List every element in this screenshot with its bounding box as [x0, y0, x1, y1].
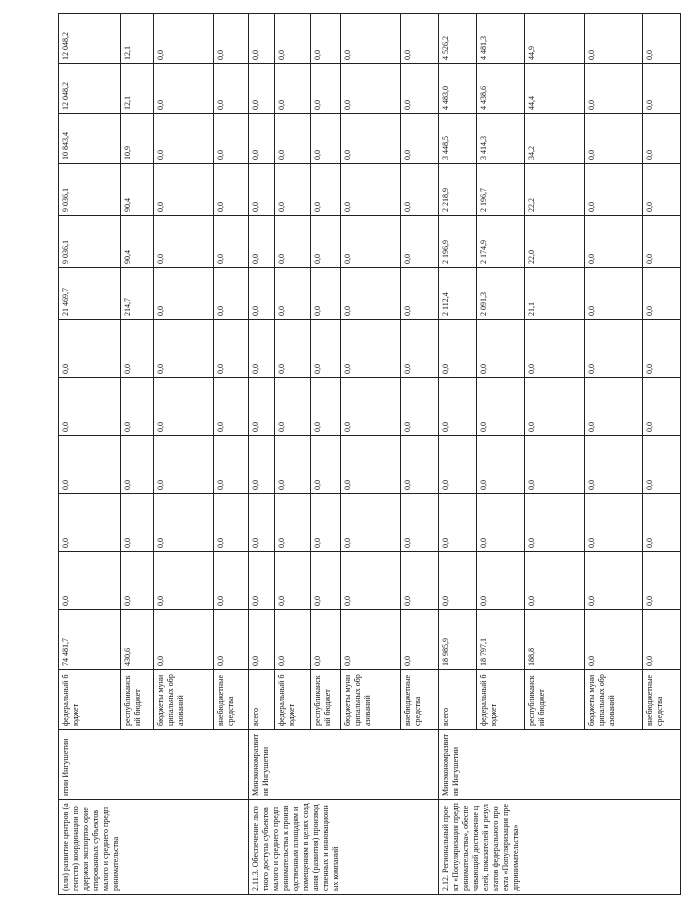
- funding-source-cell: федеральный бюджет: [275, 670, 311, 730]
- value-cell: 0,0: [214, 494, 249, 552]
- value-cell: 214,7: [121, 268, 154, 320]
- funding-source-cell: всего: [439, 670, 477, 730]
- value-cell: 0,0: [439, 436, 477, 494]
- value-cell: 0,0: [643, 610, 681, 670]
- value-cell: 21,1: [525, 268, 585, 320]
- value-cell: 0,0: [477, 378, 525, 436]
- value-cell: 34,2: [525, 114, 585, 164]
- funding-source-cell: республиканский бюджет: [311, 670, 341, 730]
- value-cell: 0,0: [643, 14, 681, 64]
- value-cell: 0,0: [275, 64, 311, 114]
- value-cell: 0,0: [214, 268, 249, 320]
- value-cell: 0,0: [275, 494, 311, 552]
- value-cell: 0,0: [439, 320, 477, 378]
- value-cell: 90,4: [121, 216, 154, 268]
- value-cell: 18 985,9: [439, 610, 477, 670]
- value-cell: 0,0: [401, 14, 439, 64]
- value-cell: 0,0: [477, 494, 525, 552]
- value-cell: 0,0: [275, 610, 311, 670]
- executor-cell: Минэкономразвития Ингушетии: [249, 730, 439, 800]
- value-cell: 0,0: [585, 14, 643, 64]
- table-row: [59, 14, 121, 895]
- value-cell: 0,0: [121, 494, 154, 552]
- value-cell: 0,0: [311, 14, 341, 64]
- value-cell: 0,0: [477, 320, 525, 378]
- value-cell: 44,9: [525, 14, 585, 64]
- budget-table: [58, 13, 681, 895]
- value-cell: 0,0: [477, 436, 525, 494]
- funding-source-cell: всего: [249, 670, 275, 730]
- value-cell: 12,1: [121, 14, 154, 64]
- value-cell: 0,0: [525, 320, 585, 378]
- value-cell: 0,0: [341, 268, 401, 320]
- value-cell: 0,0: [401, 436, 439, 494]
- value-cell: 0,0: [59, 494, 121, 552]
- value-cell: 0,0: [401, 552, 439, 610]
- value-cell: 22,2: [525, 164, 585, 216]
- value-cell: 430,6: [121, 610, 154, 670]
- value-cell: 0,0: [585, 268, 643, 320]
- value-cell: 0,0: [311, 378, 341, 436]
- funding-source-cell: федеральный бюджет: [477, 670, 525, 730]
- value-cell: 0,0: [154, 114, 214, 164]
- value-cell: 0,0: [341, 378, 401, 436]
- funding-source-cell: республиканский бюджет: [121, 670, 154, 730]
- value-cell: 0,0: [341, 320, 401, 378]
- value-cell: 0,0: [154, 610, 214, 670]
- value-cell: 21 469,7: [59, 268, 121, 320]
- value-cell: 0,0: [341, 494, 401, 552]
- value-cell: 0,0: [525, 436, 585, 494]
- funding-source-cell: бюджеты муниципальных образований: [341, 670, 401, 730]
- value-cell: 0,0: [401, 164, 439, 216]
- funding-source-cell: внебюджетные средства: [214, 670, 249, 730]
- value-cell: 0,0: [154, 216, 214, 268]
- value-cell: 0,0: [439, 494, 477, 552]
- value-cell: 0,0: [214, 610, 249, 670]
- value-cell: 0,0: [275, 436, 311, 494]
- value-cell: 0,0: [249, 320, 275, 378]
- value-cell: 0,0: [643, 268, 681, 320]
- value-cell: 0,0: [154, 320, 214, 378]
- value-cell: 2 196,7: [477, 164, 525, 216]
- value-cell: 4 483,0: [439, 64, 477, 114]
- value-cell: 0,0: [341, 114, 401, 164]
- value-cell: 0,0: [214, 378, 249, 436]
- value-cell: 0,0: [59, 436, 121, 494]
- value-cell: 0,0: [311, 268, 341, 320]
- value-cell: 90,4: [121, 164, 154, 216]
- value-cell: 0,0: [214, 320, 249, 378]
- value-cell: 0,0: [439, 378, 477, 436]
- value-cell: 0,0: [249, 552, 275, 610]
- value-cell: 0,0: [275, 552, 311, 610]
- value-cell: 0,0: [643, 114, 681, 164]
- value-cell: 0,0: [311, 610, 341, 670]
- value-cell: 0,0: [401, 114, 439, 164]
- value-cell: 0,0: [401, 378, 439, 436]
- value-cell: 9 036,1: [59, 164, 121, 216]
- funding-source-cell: внебюджетные средства: [643, 670, 681, 730]
- value-cell: 0,0: [311, 64, 341, 114]
- value-cell: 0,0: [121, 436, 154, 494]
- value-cell: 0,0: [585, 320, 643, 378]
- value-cell: 4 481,3: [477, 14, 525, 64]
- value-cell: 0,0: [214, 552, 249, 610]
- value-cell: 74 481,7: [59, 610, 121, 670]
- value-cell: 0,0: [154, 64, 214, 114]
- value-cell: 0,0: [275, 164, 311, 216]
- value-cell: 0,0: [214, 64, 249, 114]
- funding-source-cell: бюджеты муниципальных образований: [154, 670, 214, 730]
- value-cell: 12 048,2: [59, 64, 121, 114]
- value-cell: 3 414,3: [477, 114, 525, 164]
- value-cell: 0,0: [341, 164, 401, 216]
- funding-source-cell: республиканский бюджет: [525, 670, 585, 730]
- value-cell: 0,0: [59, 320, 121, 378]
- value-cell: 0,0: [249, 436, 275, 494]
- value-cell: 0,0: [275, 320, 311, 378]
- value-cell: 2 174,9: [477, 216, 525, 268]
- value-cell: 0,0: [249, 164, 275, 216]
- value-cell: 0,0: [585, 610, 643, 670]
- value-cell: 0,0: [154, 14, 214, 64]
- value-cell: 0,0: [477, 552, 525, 610]
- value-cell: 0,0: [121, 552, 154, 610]
- value-cell: 0,0: [525, 494, 585, 552]
- value-cell: 0,0: [214, 216, 249, 268]
- value-cell: 0,0: [401, 268, 439, 320]
- value-cell: 2 091,3: [477, 268, 525, 320]
- value-cell: 3 448,5: [439, 114, 477, 164]
- value-cell: 0,0: [275, 114, 311, 164]
- value-cell: 0,0: [154, 494, 214, 552]
- value-cell: 10,9: [121, 114, 154, 164]
- value-cell: 0,0: [59, 378, 121, 436]
- value-cell: 0,0: [214, 14, 249, 64]
- value-cell: 0,0: [249, 268, 275, 320]
- value-cell: 0,0: [249, 114, 275, 164]
- value-cell: 0,0: [643, 552, 681, 610]
- value-cell: 0,0: [154, 378, 214, 436]
- value-cell: 0,0: [643, 378, 681, 436]
- value-cell: 0,0: [121, 320, 154, 378]
- value-cell: 0,0: [214, 436, 249, 494]
- value-cell: 4 526,2: [439, 14, 477, 64]
- event-name-cell: (или) развитие центров (агентств) координации поддержки экспортно ориентированных субъектов малого и среднего предпринимательства: [59, 800, 249, 895]
- value-cell: 0,0: [249, 14, 275, 64]
- value-cell: 12,1: [121, 64, 154, 114]
- value-cell: 9 036,1: [59, 216, 121, 268]
- value-cell: 0,0: [275, 268, 311, 320]
- value-cell: 0,0: [311, 164, 341, 216]
- value-cell: 0,0: [311, 552, 341, 610]
- value-cell: 0,0: [341, 216, 401, 268]
- value-cell: 0,0: [585, 216, 643, 268]
- value-cell: 0,0: [643, 216, 681, 268]
- value-cell: 0,0: [525, 552, 585, 610]
- value-cell: 0,0: [214, 114, 249, 164]
- value-cell: 0,0: [341, 14, 401, 64]
- value-cell: 0,0: [401, 216, 439, 268]
- executor-cell: Минэкономразвития Ингушетии: [439, 730, 681, 800]
- value-cell: 0,0: [249, 610, 275, 670]
- value-cell: 22,0: [525, 216, 585, 268]
- value-cell: 12 048,2: [59, 14, 121, 64]
- value-cell: 0,0: [525, 378, 585, 436]
- value-cell: 0,0: [341, 552, 401, 610]
- value-cell: 0,0: [59, 552, 121, 610]
- event-name-cell: 2.11.3. Обеспечение льготного доступа субъектов малого и среднего предпринимательства к производственным площадям и помещениям в целях создания (развития) производственных и инновационных компаний: [249, 800, 439, 895]
- value-cell: 0,0: [643, 494, 681, 552]
- value-cell: 0,0: [311, 320, 341, 378]
- value-cell: 0,0: [585, 552, 643, 610]
- value-cell: 0,0: [121, 378, 154, 436]
- value-cell: 0,0: [643, 320, 681, 378]
- value-cell: 0,0: [154, 268, 214, 320]
- value-cell: 44,4: [525, 64, 585, 114]
- value-cell: 4 438,6: [477, 64, 525, 114]
- value-cell: 0,0: [401, 64, 439, 114]
- value-cell: 0,0: [401, 320, 439, 378]
- value-cell: 0,0: [311, 114, 341, 164]
- value-cell: 0,0: [585, 378, 643, 436]
- value-cell: 0,0: [275, 14, 311, 64]
- funding-source-cell: федеральный бюджет: [59, 670, 121, 730]
- executor-cell: итии Ингушетии: [59, 730, 249, 800]
- table-body: [59, 14, 681, 895]
- event-name-cell: 2.12. Региональный проект «Популяризация предпринимательства», обеспечивающий достижение целей, показателей и результатов федерального проекта «Популяризация предпринимательства»: [439, 800, 681, 895]
- value-cell: 0,0: [249, 64, 275, 114]
- value-cell: 2 196,9: [439, 216, 477, 268]
- value-cell: 0,0: [249, 378, 275, 436]
- value-cell: 0,0: [341, 436, 401, 494]
- value-cell: 0,0: [154, 436, 214, 494]
- value-cell: 2 218,9: [439, 164, 477, 216]
- value-cell: 0,0: [275, 378, 311, 436]
- value-cell: 0,0: [401, 494, 439, 552]
- value-cell: 0,0: [249, 216, 275, 268]
- value-cell: 0,0: [154, 164, 214, 216]
- value-cell: 0,0: [401, 610, 439, 670]
- value-cell: 0,0: [643, 164, 681, 216]
- value-cell: 0,0: [585, 64, 643, 114]
- value-cell: 0,0: [311, 494, 341, 552]
- value-cell: 0,0: [275, 216, 311, 268]
- value-cell: 2 112,4: [439, 268, 477, 320]
- value-cell: 188,8: [525, 610, 585, 670]
- funding-source-cell: внебюджетные средства: [401, 670, 439, 730]
- value-cell: 0,0: [585, 436, 643, 494]
- value-cell: 0,0: [341, 64, 401, 114]
- value-cell: 0,0: [154, 552, 214, 610]
- funding-source-cell: бюджеты муниципальных образований: [585, 670, 643, 730]
- table-row: [249, 14, 275, 895]
- value-cell: 0,0: [585, 114, 643, 164]
- value-cell: 0,0: [249, 494, 275, 552]
- value-cell: 18 797,1: [477, 610, 525, 670]
- value-cell: 0,0: [311, 436, 341, 494]
- value-cell: 0,0: [585, 494, 643, 552]
- value-cell: 0,0: [311, 216, 341, 268]
- value-cell: 0,0: [341, 610, 401, 670]
- value-cell: 0,0: [439, 552, 477, 610]
- value-cell: 0,0: [643, 64, 681, 114]
- value-cell: 0,0: [214, 164, 249, 216]
- table-row: [439, 14, 477, 895]
- value-cell: 0,0: [643, 436, 681, 494]
- value-cell: 10 843,4: [59, 114, 121, 164]
- value-cell: 0,0: [585, 164, 643, 216]
